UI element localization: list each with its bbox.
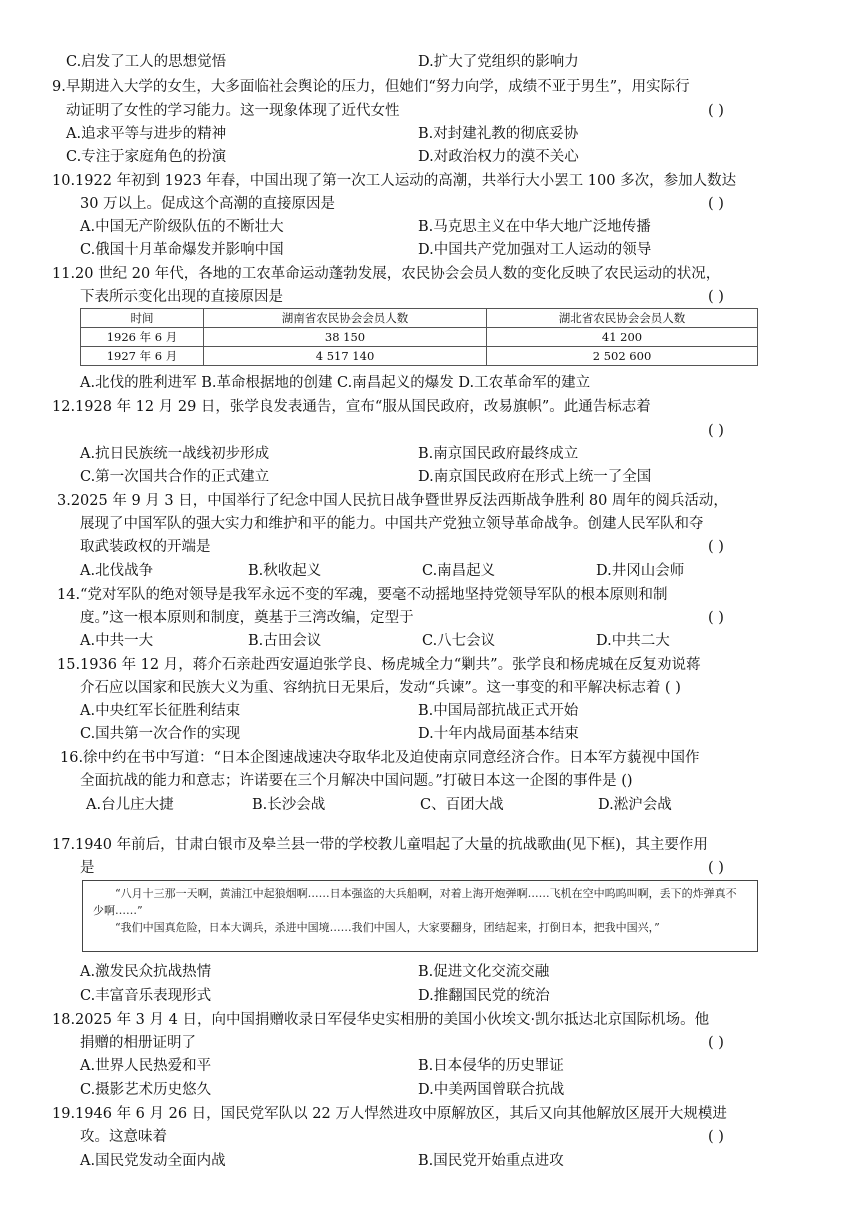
q14-option-d: D.中共二大 <box>596 633 670 649</box>
q10-answer-blank: ( ) <box>708 196 724 212</box>
table-cell: 41 200 <box>487 328 758 347</box>
q17-lyrics-paragraph: “我们中国真危险，日本大调兵，杀进中国境……我们中国人，大家要翻身，团结起来，打倒日本，把我中国兴，” <box>115 921 660 934</box>
table-row <box>81 347 758 366</box>
q13-option-b: B.秋收起义 <box>248 563 322 579</box>
q12-option-b: B.南京国民政府最终成立 <box>418 446 579 462</box>
table-header-cell: 时间 <box>81 309 204 328</box>
q17-lyrics-paragraph: “八月十三那一天啊，黄浦江中起狼烟啊……日本强盗的大兵船啊，对着上海开炮弹啊……飞机在空中呜呜叫啊，丢下的炸弹真不少啊……” <box>93 887 737 917</box>
q15-stem-line2: 介石应以国家和民族大义为重、容纳抗日无果后，发动“兵谏”。这一事变的和平解决标志着 ( ) <box>80 680 681 696</box>
q12-option-c: C.第一次国共合作的正式建立 <box>80 469 270 485</box>
q18-option-a: A.世界人民热爱和平 <box>80 1058 212 1074</box>
q11-answer-blank: ( ) <box>708 289 724 305</box>
q14-stem-line1: 14.“党对军队的绝对领导是我军永远不变的军魂，要毫不动摇地坚持党领导军队的根本原则和制 <box>57 587 668 603</box>
q12-stem-line1: 12.1928 年 12 月 29 日，张学良发表通告，宣布“服从国民政府，改易旗帜”。此通告标志着 <box>52 399 651 415</box>
table-header-row <box>81 309 758 328</box>
q17-stem-line2: 是 <box>80 860 95 876</box>
table-cell: 1927 年 6 月 <box>81 347 204 366</box>
q14-option-a: A.中共一大 <box>80 633 154 649</box>
q11-table <box>80 308 758 366</box>
q19-option-b: B.国民党开始重点进攻 <box>418 1153 564 1169</box>
q17-option-d: D.推翻国民党的统治 <box>418 988 550 1004</box>
q15-option-a: A.中央红军长征胜利结束 <box>80 703 241 719</box>
q18-stem-line1: 18.2025 年 3 月 4 日，向中国捐赠收录日军侵华史实相册的美国小伙埃文·凯尔抵达北京国际机场。他 <box>52 1012 710 1028</box>
q14-option-b: B.古田会议 <box>248 633 322 649</box>
q14-option-c: C.八七会议 <box>422 633 496 649</box>
q19-stem-line1: 19.1946 年 6 月 26 日，国民党军队以 22 万人悍然进攻中原解放区，其后又向其他解放区展开大规模进 <box>52 1106 727 1122</box>
q13-stem-line3: 取武装政权的开端是 <box>80 539 211 555</box>
q9-option-d: D.对政治权力的漠不关心 <box>418 149 579 165</box>
q16-option-d: D.淞沪会战 <box>598 797 672 813</box>
q10-stem-line1: 10.1922 年初到 1923 年春，中国出现了第一次工人运动的高潮，共举行大小罢工 100 多次，参加人数达 <box>52 173 737 189</box>
q17-option-c: C.丰富音乐表现形式 <box>80 988 212 1004</box>
q9-option-c: C.专注于家庭角色的扮演 <box>66 149 227 165</box>
q13-option-c: C.南昌起义 <box>422 563 496 579</box>
q10-option-d: D.中国共产党加强对工人运动的领导 <box>418 242 652 258</box>
table-header-cell: 湖北省农民协会会员人数 <box>487 309 758 328</box>
q8-option-d: D.扩大了党组织的影响力 <box>418 54 579 70</box>
q17-answer-blank: ( ) <box>708 860 724 876</box>
q16-option-c: C、百团大战 <box>420 797 504 813</box>
q13-option-a: A.北伐战争 <box>80 563 154 579</box>
q13-stem-line1: 3.2025 年 9 月 3 日，中国举行了纪念中国人民抗日战争暨世界反法西斯战争胜利 80 周年的阅兵活动， <box>57 493 728 509</box>
q10-option-b: B.马克思主义在中华大地广泛地传播 <box>418 219 651 235</box>
q9-stem-line2: 动证明了女性的学习能力。这一现象体现了近代女性 <box>66 103 400 119</box>
q13-answer-blank: ( ) <box>708 539 724 555</box>
q11-stem-line1: 11.20 世纪 20 年代，各地的工农革命运动蓬勃发展，农民协会会员人数的变化反映了农民运动的状况， <box>52 266 721 282</box>
q19-option-a: A.国民党发动全面内战 <box>80 1153 226 1169</box>
q16-stem-line2: 全面抗战的能力和意志；许诺要在三个月解决中国问题。”打破日本这一企图的事件是 () <box>80 773 633 789</box>
q15-option-c: C.国共第一次合作的实现 <box>80 726 241 742</box>
q16-option-a: A.台儿庄大捷 <box>86 797 174 813</box>
q14-stem-line2: 度。”这一根本原则和制度，奠基于三湾改编，定型于 <box>80 610 414 626</box>
q13-option-d: D.井冈山会师 <box>596 563 685 579</box>
q12-answer-blank: ( ) <box>708 423 724 439</box>
table-cell: 38 150 <box>204 328 487 347</box>
q19-answer-blank: ( ) <box>708 1129 724 1145</box>
q15-option-b: B.中国局部抗战正式开始 <box>418 703 579 719</box>
q18-option-b: B.日本侵华的历史罪证 <box>418 1058 564 1074</box>
q19-stem-line2: 攻。这意味着 <box>80 1129 167 1145</box>
q8-option-c: C.启发了工人的思想觉悟 <box>66 54 227 70</box>
q18-option-d: D.中美两国曾联合抗战 <box>418 1082 565 1098</box>
q15-stem-line1: 15.1936 年 12 月，蒋介石亲赴西安逼迫张学良、杨虎城全力“剿共”。张学良和杨虎城在反复劝说蒋 <box>57 657 701 673</box>
q12-option-d: D.南京国民政府在形式上统一了全国 <box>418 469 652 485</box>
q15-option-d: D.十年内战局面基本结束 <box>418 726 579 742</box>
q17-option-b: B.促进文化交流交融 <box>418 964 550 980</box>
q10-option-c: C.俄国十月革命爆发并影响中国 <box>80 242 284 258</box>
q10-option-a: A.中国无产阶级队伍的不断壮大 <box>80 219 284 235</box>
table-header-cell: 湖南省农民协会会员人数 <box>204 309 487 328</box>
q12-option-a: A.抗日民族统一战线初步形成 <box>80 446 270 462</box>
q11-options: A.北伐的胜利进军 B.革命根据地的创建 C.南昌起义的爆发 D.工农革命军的建立 <box>80 375 591 391</box>
table-cell: 4 517 140 <box>204 347 487 366</box>
q18-stem-line2: 捐赠的相册证明了 <box>80 1035 196 1051</box>
table-cell: 2 502 600 <box>487 347 758 366</box>
table-cell: 1926 年 6 月 <box>81 328 204 347</box>
q10-stem-line2: 30 万以上。促成这个高潮的直接原因是 <box>80 196 336 212</box>
q18-answer-blank: ( ) <box>708 1035 724 1051</box>
q13-stem-line2: 展现了中国军队的强大实力和维护和平的能力。中国共产党独立领导革命战争。创建人民军队和夺 <box>80 516 704 532</box>
q14-answer-blank: ( ) <box>708 610 724 626</box>
q17-option-a: A.激发民众抗战热情 <box>80 964 212 980</box>
q18-option-c: C.摄影艺术历史悠久 <box>80 1082 212 1098</box>
q9-option-a: A.追求平等与进步的精神 <box>66 126 227 142</box>
table-row <box>81 328 758 347</box>
q9-option-b: B.对封建礼教的彻底妥协 <box>418 126 579 142</box>
q11-stem-line2: 下表所示变化出现的直接原因是 <box>80 289 283 305</box>
q17-lyrics-box <box>82 880 758 952</box>
q9-stem-line1: 9.早期进入大学的女生，大多面临社会舆论的压力，但她们“努力向学，成绩不亚于男生”，用实际行 <box>52 79 690 95</box>
q9-answer-blank: ( ) <box>708 103 724 119</box>
q16-stem-line1: 16.徐中约在书中写道：“日本企图速战速决夺取华北及迫使南京同意经济合作。日本军方藐视中国作 <box>60 750 700 766</box>
q16-option-b: B.长沙会战 <box>252 797 326 813</box>
q17-stem-line1: 17.1940 年前后，甘肃白银市及皋兰县一带的学校教儿童唱起了大量的抗战歌曲(见下框)，其主要作用 <box>52 837 708 853</box>
